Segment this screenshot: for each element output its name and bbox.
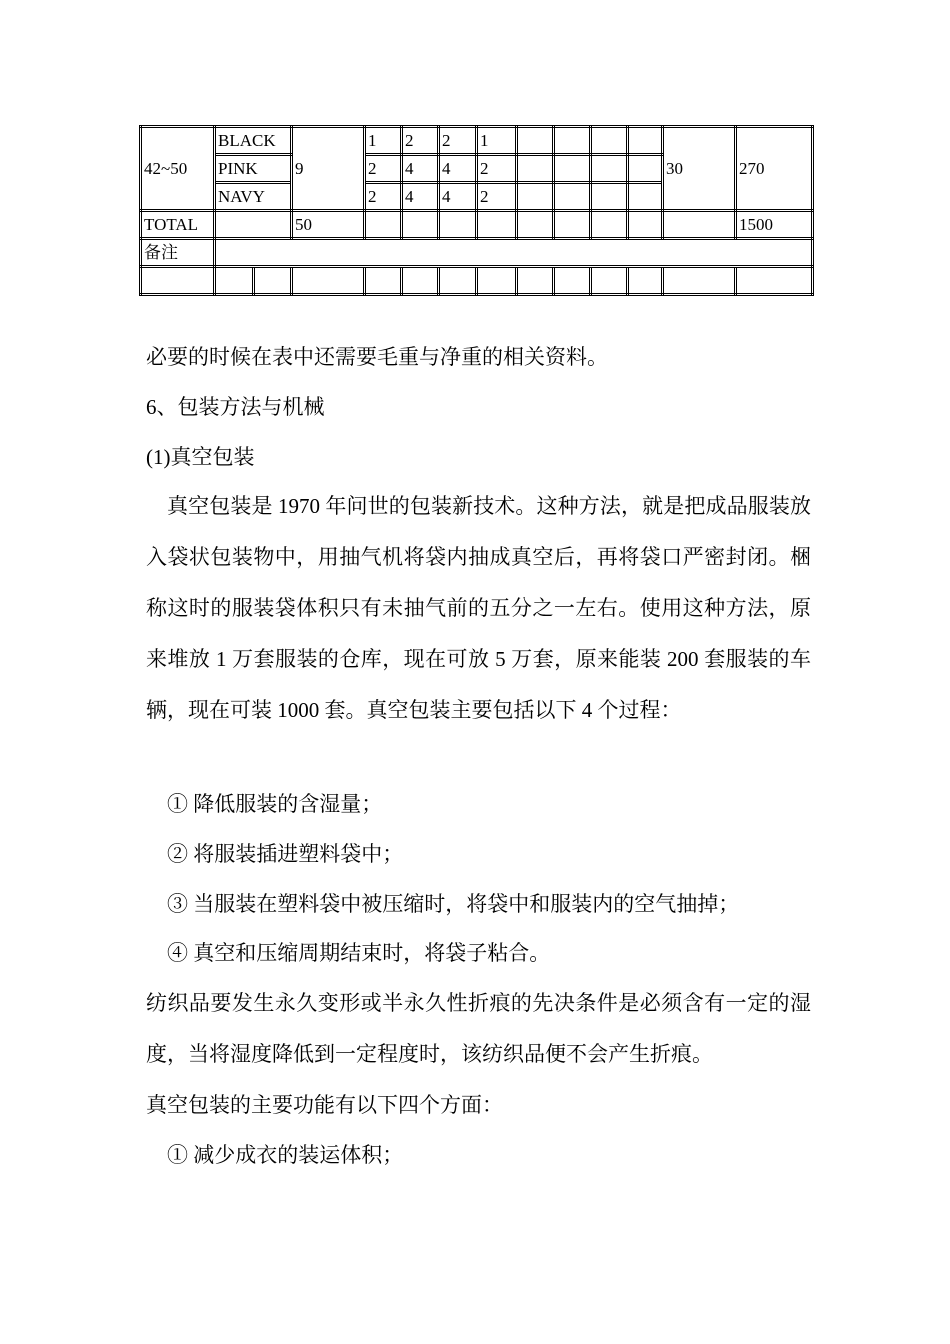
size-cell: 2: [402, 127, 439, 155]
paragraph: 真空包装的主要功能有以下四个方面：: [146, 1093, 503, 1117]
empty-cell: [591, 183, 628, 211]
total-pieces-cell: 1500: [736, 211, 813, 239]
empty-cell: [628, 183, 663, 211]
remark-label: 备注: [141, 239, 215, 267]
empty-cell: [628, 267, 663, 295]
total-row: [141, 211, 813, 239]
list-item: ② 将服装插进塑料袋中；: [167, 842, 404, 866]
color-cell: NAVY: [215, 183, 292, 211]
color-cell: BLACK: [215, 127, 292, 155]
empty-cell: [591, 155, 628, 183]
total-qty-cell: 50: [292, 211, 365, 239]
empty-cell: [554, 267, 591, 295]
subsection-heading: (1)真空包装: [146, 445, 255, 469]
size-cell: 2: [365, 183, 402, 211]
empty-cell: [554, 127, 591, 155]
empty-cell: [477, 267, 517, 295]
empty-cell: [215, 211, 292, 239]
empty-cell: [591, 211, 628, 239]
empty-cell: [365, 211, 402, 239]
list-item: ③ 当服装在塑料袋中被压缩时，将袋中和服装内的空气抽掉；: [167, 892, 740, 916]
section-heading: 6、包装方法与机械: [146, 395, 325, 419]
size-cell: 2: [477, 155, 517, 183]
remark-value-cell: [215, 239, 813, 267]
size-cell: 1: [477, 127, 517, 155]
empty-cell: [365, 267, 402, 295]
empty-cell: [215, 267, 254, 295]
empty-cell: [554, 155, 591, 183]
pieces-cell: 270: [736, 127, 813, 211]
empty-cell: [554, 211, 591, 239]
empty-cell: [663, 211, 736, 239]
table-row: [141, 267, 813, 295]
table-row: [141, 127, 813, 155]
paragraph: 必要的时候在表中还需要毛重与净重的相关资料。: [146, 345, 608, 369]
list-item: ① 减少成衣的装运体积；: [167, 1143, 404, 1167]
empty-cell: [439, 267, 477, 295]
remark-row: [141, 239, 813, 267]
empty-cell: [591, 267, 628, 295]
empty-cell: [402, 211, 439, 239]
empty-cell: [477, 211, 517, 239]
empty-cell: [517, 267, 554, 295]
empty-cell: [517, 211, 554, 239]
paragraph: 纺织品要发生永久变形或半永久性折痕的先决条件是必须含有一定的湿度，当将湿度降低到一定程度时，该纺织品便不会产生折痕。: [146, 991, 811, 1066]
size-cell: 2: [477, 183, 517, 211]
qty-cell: 9: [292, 127, 365, 211]
size-cell: 4: [402, 183, 439, 211]
empty-cell: [591, 127, 628, 155]
packing-table: [139, 125, 814, 296]
empty-cell: [736, 267, 813, 295]
empty-cell: [628, 155, 663, 183]
empty-cell: [663, 267, 736, 295]
empty-cell: [254, 267, 292, 295]
empty-cell: [517, 127, 554, 155]
cartons-cell: 30: [663, 127, 736, 211]
empty-cell: [554, 183, 591, 211]
size-cell: 2: [439, 127, 477, 155]
list-item: ① 降低服装的含湿量；: [167, 792, 383, 816]
list-item: ④ 真空和压缩周期结束时，将袋子粘合。: [167, 941, 551, 965]
empty-cell: [402, 267, 439, 295]
empty-cell: [517, 155, 554, 183]
empty-cell: [628, 127, 663, 155]
total-label: TOTAL: [141, 211, 215, 239]
empty-cell: [141, 267, 215, 295]
size-group-cell: 42~50: [141, 127, 215, 211]
paragraph: 真空包装是 1970 年问世的包装新技术。这种方法，就是把成品服装放入袋状包装物中，用抽气机将袋内抽成真空后，再将袋口严密封闭。梱称这时的服装袋体积只有未抽气前的五分之一左右。使用这种方法，原来堆放 1 万套服装的仓库，现在可放 5 万套，原来能装 200 套服装的车辆，现在可装 1000 套。真空包装主要包括以下 4 个过程：: [146, 494, 811, 722]
empty-cell: [517, 183, 554, 211]
size-cell: 2: [365, 155, 402, 183]
size-cell: 4: [402, 155, 439, 183]
size-cell: 4: [439, 183, 477, 211]
empty-cell: [439, 211, 477, 239]
size-cell: 1: [365, 127, 402, 155]
size-cell: 4: [439, 155, 477, 183]
color-cell: PINK: [215, 155, 292, 183]
empty-cell: [628, 211, 663, 239]
empty-cell: [292, 267, 365, 295]
